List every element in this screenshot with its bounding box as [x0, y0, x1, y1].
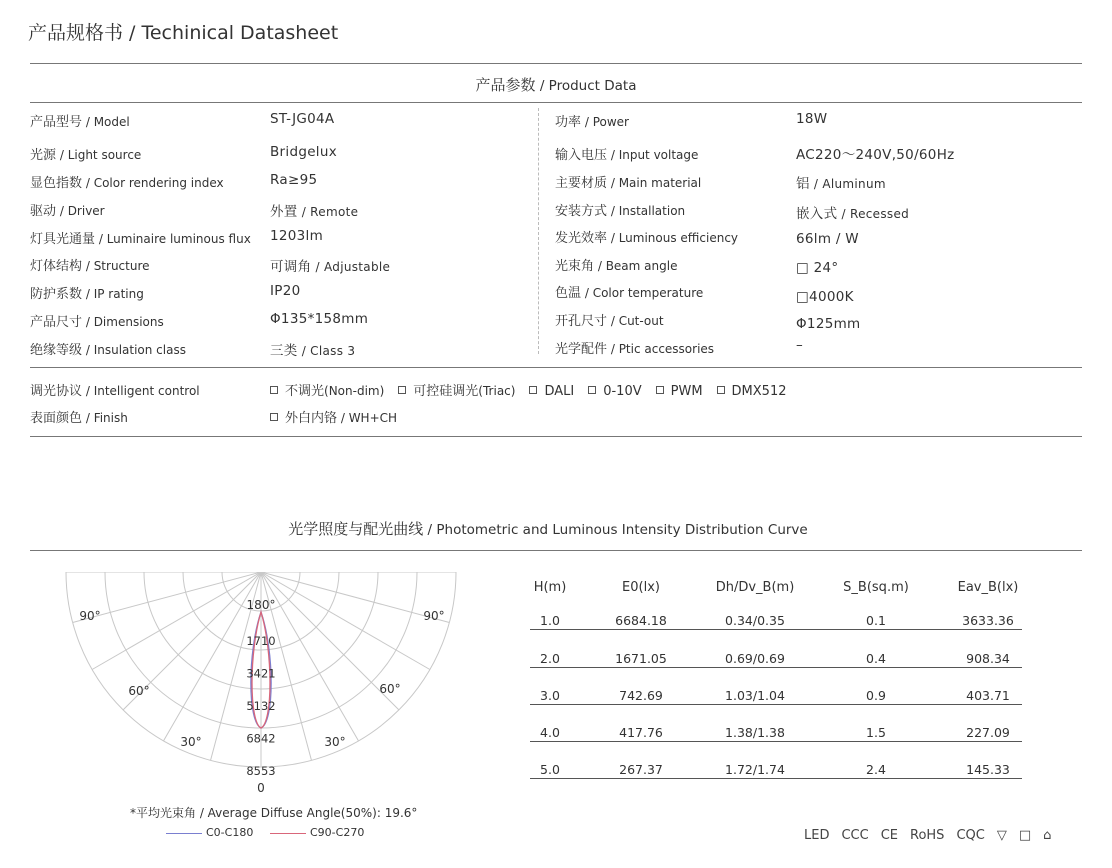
table-cell: 5.0: [540, 762, 560, 777]
spec-value: 三类 / Class 3: [270, 343, 356, 359]
angle-label: 60°: [128, 684, 150, 698]
radial-label: 3421: [246, 666, 276, 681]
polar-distribution-chart: [60, 572, 480, 832]
table-cell: 3.0: [540, 688, 560, 703]
photometric-title: 光学照度与配光曲线 / Photometric and Luminous Intensity Distribution Curve: [288, 520, 808, 538]
spec-value: 可调角 / Adjustable: [270, 259, 391, 275]
table-cell: 0.4: [866, 651, 886, 666]
spec-label: 灯具光通量 / Luminaire luminous flux: [30, 232, 251, 247]
polar-grid-spoke: [73, 572, 261, 622]
table-cell: 1.38/1.38: [725, 725, 785, 740]
angle-label: 60°: [379, 682, 401, 696]
table-row-rule: [530, 667, 1022, 668]
polar-grid-spoke: [92, 572, 261, 670]
table-cell: 267.37: [619, 762, 663, 777]
beam-angle-note: *平均光束角 / Average Diffuse Angle(50%): 19.6°: [130, 806, 418, 820]
spec-value: □ 24°: [796, 260, 839, 276]
spec-value: ST-JG04A: [270, 111, 335, 127]
spec-label: 光学配件 / Ptic accessories: [555, 342, 715, 357]
table-row-rule: [530, 704, 1022, 705]
divider: [30, 367, 1082, 368]
spec-label: 显色指数 / Color rendering index: [30, 176, 224, 191]
legend-label: C0-C180: [206, 826, 254, 839]
cert-mark: LED: [804, 828, 830, 843]
option-checkbox: DMX512: [717, 384, 787, 399]
table-cell: 1.72/1.74: [725, 762, 785, 777]
table-header: E0(lx): [622, 580, 660, 595]
polar-grid-spoke: [261, 572, 399, 710]
table-header: Eav_B(lx): [957, 580, 1019, 595]
angle-label: 90°: [423, 609, 445, 623]
table-row-rule: [530, 629, 1022, 630]
spec-label: 输入电压 / Input voltage: [555, 148, 699, 163]
angle-label: 30°: [180, 735, 202, 749]
polar-grid-spoke: [261, 572, 449, 622]
finish-label: 表面颜色 / Finish: [30, 411, 128, 426]
checkbox-icon: [529, 386, 537, 394]
checkbox-icon: [717, 386, 725, 394]
checkbox-icon: [270, 413, 278, 421]
spec-label: 防护系数 / IP rating: [30, 287, 144, 302]
table-cell: 227.09: [966, 725, 1010, 740]
radial-label: 1710: [246, 634, 276, 648]
cert-mark: CE: [880, 828, 898, 843]
table-cell: 145.33: [966, 762, 1010, 777]
certification-marks: [804, 828, 1063, 843]
table-row-rule: [530, 778, 1022, 779]
cert-mark: CQC: [956, 828, 985, 843]
spec-value: 1203lm: [270, 228, 324, 244]
checkbox-icon: [398, 386, 406, 394]
cert-mark: ▽: [996, 828, 1007, 843]
spec-value: 铝 / Aluminum: [796, 176, 886, 192]
column-divider: [538, 108, 539, 354]
table-cell: 908.34: [966, 651, 1010, 666]
spec-value: Ra≥95: [270, 172, 318, 188]
table-cell: 1.03/1.04: [725, 688, 785, 703]
table-cell: 4.0: [540, 725, 560, 740]
spec-value: –: [796, 337, 804, 353]
table-cell: 403.71: [966, 688, 1010, 703]
spec-value: Φ125mm: [796, 316, 861, 332]
cert-mark: CCC: [841, 828, 869, 843]
legend-swatch: [270, 833, 306, 834]
table-cell: 1.0: [540, 613, 560, 628]
table-row-rule: [530, 741, 1022, 742]
cert-mark: □: [1018, 828, 1032, 843]
spec-label: 主要材质 / Main material: [555, 176, 702, 191]
legend-swatch: [166, 833, 202, 834]
table-header: S_B(sq.m): [843, 580, 909, 595]
angle-label: 0: [257, 781, 265, 795]
finish-options: [270, 407, 411, 426]
spec-value: Φ135*158mm: [270, 311, 369, 327]
option-checkbox: 可控硅调光(Triac): [398, 380, 515, 399]
spec-value: □4000K: [796, 289, 854, 305]
spec-label: 发光效率 / Luminous efficiency: [555, 231, 739, 246]
table-cell: 417.76: [619, 725, 663, 740]
table-cell: 6684.18: [615, 613, 667, 628]
spec-label: 开孔尺寸 / Cut-out: [555, 314, 664, 329]
spec-label: 绝缘等级 / Insulation class: [30, 343, 186, 358]
table-cell: 3633.36: [962, 613, 1014, 628]
table-cell: 0.34/0.35: [725, 613, 785, 628]
polar-grid-spoke: [261, 572, 430, 670]
table-cell: 2.0: [540, 651, 560, 666]
checkbox-icon: [588, 386, 596, 394]
legend-label: C90-C270: [310, 826, 365, 839]
spec-label: 色温 / Color temperature: [555, 286, 704, 301]
angle-label: 30°: [324, 735, 346, 749]
product-data-title: 产品参数 / Product Data: [475, 76, 637, 94]
spec-value: IP20: [270, 283, 301, 299]
spec-value: 外置 / Remote: [270, 204, 359, 220]
divider: [30, 436, 1082, 437]
spec-value: 66lm / W: [796, 231, 859, 247]
spec-label: 灯体结构 / Structure: [30, 259, 150, 274]
option-checkbox: PWM: [656, 384, 703, 399]
spec-value: Bridgelux: [270, 144, 338, 160]
spec-label: 光束角 / Beam angle: [555, 259, 678, 274]
table-cell: 0.9: [866, 688, 886, 703]
table-cell: 1.5: [866, 725, 886, 740]
divider: [30, 550, 1082, 551]
spec-label: 产品型号 / Model: [30, 115, 130, 130]
option-checkbox: DALI: [529, 384, 574, 399]
table-cell: 2.4: [866, 762, 886, 777]
checkbox-icon: [656, 386, 664, 394]
cert-mark: ⌂: [1043, 828, 1052, 843]
spec-value: 18W: [796, 111, 828, 127]
spec-label: 光源 / Light source: [30, 148, 142, 163]
radial-label: 8553: [246, 764, 276, 778]
spec-label: 驱动 / Driver: [30, 204, 105, 219]
table-cell: 1671.05: [615, 651, 667, 666]
control-options: [270, 380, 801, 399]
radial-label: 6842: [246, 731, 276, 746]
angle-label: 90°: [79, 609, 101, 623]
table-header: Dh/Dv_B(m): [715, 580, 795, 595]
table-header: H(m): [533, 580, 567, 595]
option-checkbox: 不调光(Non-dim): [270, 380, 384, 399]
spec-value: 嵌入式 / Recessed: [796, 206, 910, 222]
divider: [30, 102, 1082, 103]
control-label: 调光协议 / Intelligent control: [30, 384, 200, 399]
divider: [30, 63, 1082, 64]
table-cell: 742.69: [619, 688, 663, 703]
table-cell: 0.69/0.69: [725, 651, 785, 666]
cert-mark: RoHS: [910, 828, 945, 843]
spec-value: AC220～240V,50/60Hz: [796, 147, 955, 163]
checkbox-icon: [270, 386, 278, 394]
radial-label: 5132: [246, 699, 276, 713]
polar-grid-spoke: [261, 572, 359, 741]
spec-label: 产品尺寸 / Dimensions: [30, 315, 164, 330]
table-cell: 0.1: [866, 613, 886, 628]
option-checkbox: 外白内铬 / WH+CH: [270, 407, 397, 426]
angle-label: 180°: [246, 598, 276, 612]
page-title: 产品规格书 / Techinical Datasheet: [28, 22, 339, 44]
option-checkbox: 0-10V: [588, 384, 641, 399]
spec-label: 安装方式 / Installation: [555, 204, 686, 219]
spec-label: 功率 / Power: [555, 115, 629, 130]
